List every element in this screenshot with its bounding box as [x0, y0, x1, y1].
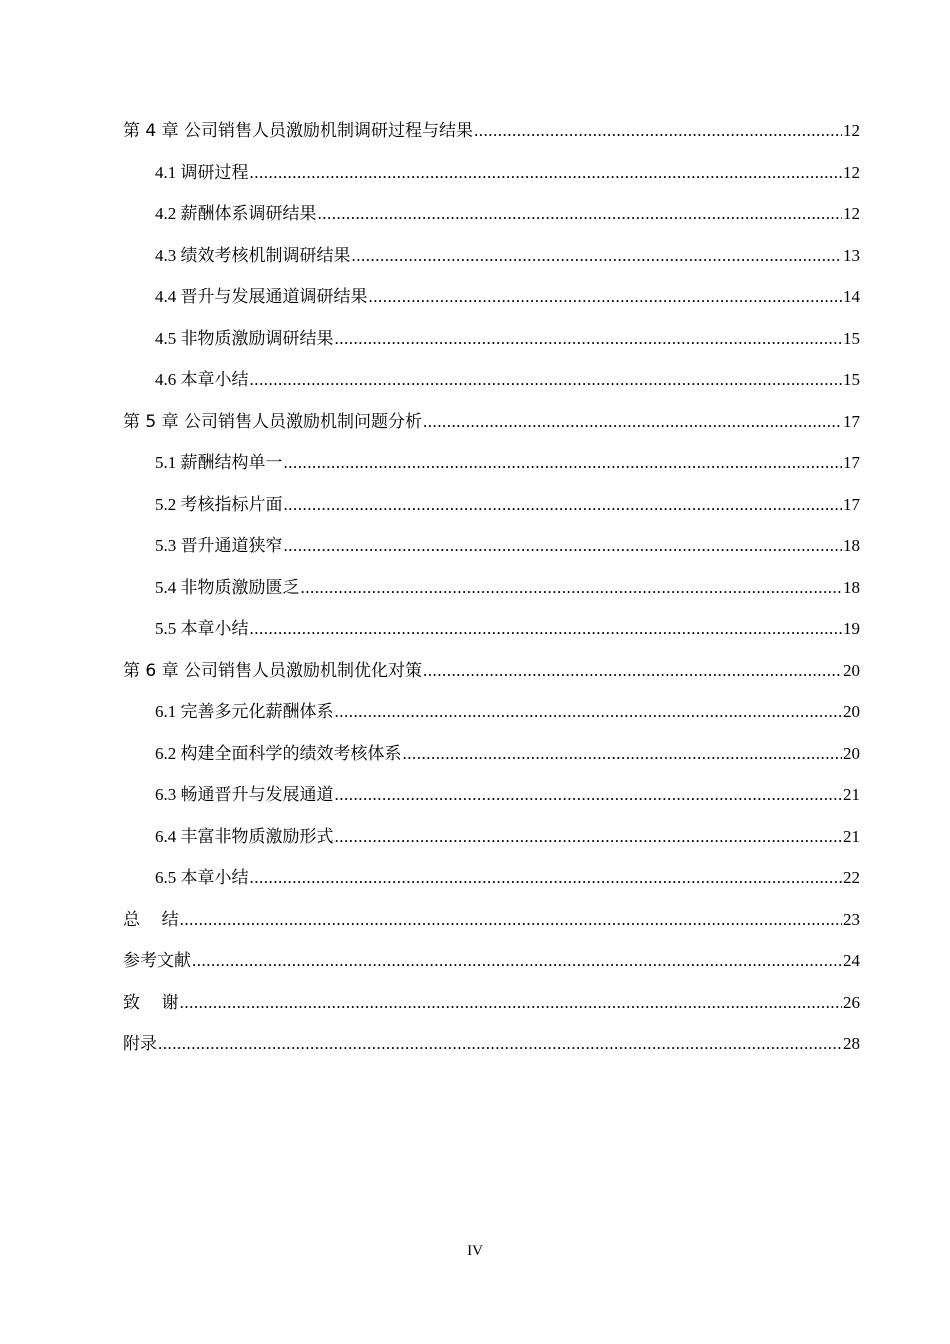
toc-dot-leader: [352, 235, 843, 277]
toc-dot-leader: [318, 193, 843, 235]
toc-entry-chapter-5[interactable]: [123, 401, 860, 443]
toc-entry-title: 5.2 考核指标片面: [155, 494, 283, 514]
toc-entry-section-4-4[interactable]: [123, 276, 860, 318]
toc-entry-section-5-5[interactable]: [123, 608, 860, 650]
toc-entry-page: 15: [843, 370, 860, 389]
toc-entry-section-6-4[interactable]: [123, 816, 860, 858]
page-number: IV: [467, 1243, 483, 1259]
toc-entry-references[interactable]: [123, 940, 860, 982]
toc-entry-title: 4.4 晋升与发展通道调研结果: [155, 287, 368, 306]
toc-entry-page: 21: [843, 785, 860, 804]
toc-entry-title: 5.4 非物质激励匮乏: [155, 577, 300, 597]
toc-entry-title: 5.3 晋升通道狭窄: [155, 536, 283, 555]
toc-entry-title: 致 谢: [123, 992, 179, 1013]
toc-entry-section-4-3[interactable]: [123, 235, 860, 277]
toc-entry-chapter-4[interactable]: [123, 110, 860, 152]
toc-entry-title: 4.1 调研过程: [155, 162, 249, 182]
toc-entry-title: 6.5 本章小结: [155, 868, 249, 887]
toc-entry-page: 14: [843, 287, 860, 306]
toc-dot-leader: [335, 816, 843, 858]
toc-entry-page: 24: [843, 951, 860, 970]
toc-entry-title: 4.3 绩效考核机制调研结果: [155, 245, 351, 265]
toc-dot-leader: [369, 276, 843, 318]
toc-entry-page: 21: [843, 826, 860, 846]
toc-entry-chapter-6[interactable]: [123, 650, 860, 692]
toc-entry-page: 26: [843, 992, 860, 1012]
toc-entry-title: 4.5 非物质激励调研结果: [155, 328, 334, 348]
toc-dot-leader: [284, 484, 843, 526]
toc-dot-leader: [335, 318, 843, 360]
toc-entry-page: 12: [843, 162, 860, 182]
toc-entry-page: 28: [843, 1034, 860, 1053]
toc-entry-title: 4.6 本章小结: [155, 370, 249, 389]
toc-entry-title: 总 结: [123, 909, 179, 930]
toc-entry-page: 22: [843, 868, 860, 887]
toc-entry-section-5-2[interactable]: [123, 484, 860, 526]
toc-entry-section-4-1[interactable]: [123, 152, 860, 194]
toc-entry-section-5-1[interactable]: [123, 442, 860, 484]
toc-entry-page: 20: [843, 660, 860, 680]
toc-dot-leader: [250, 359, 843, 401]
toc-dot-leader: [284, 525, 843, 567]
toc-entry-section-4-5[interactable]: [123, 318, 860, 360]
toc-entry-title: 5.1 薪酬结构单一: [155, 453, 283, 472]
toc-entry-section-6-1[interactable]: [123, 691, 860, 733]
toc-entry-title: 6.3 畅通晋升与发展通道: [155, 785, 334, 804]
toc-entry-section-6-3[interactable]: [123, 774, 860, 816]
toc-entry-page: 18: [843, 536, 860, 555]
toc-entry-title: 5.5 本章小结: [155, 619, 249, 638]
toc-entry-title: 第 6 章 公司销售人员激励机制优化对策: [123, 660, 423, 681]
toc-entry-page: 20: [843, 702, 860, 721]
toc-dot-leader: [250, 608, 843, 650]
toc-entry-section-6-2[interactable]: [123, 733, 860, 775]
toc-entry-page: 17: [843, 453, 860, 472]
toc-dot-leader: [474, 110, 842, 152]
toc-dot-leader: [192, 940, 842, 982]
toc-dot-leader: [423, 650, 842, 692]
toc-dot-leader: [301, 567, 843, 609]
toc-dot-leader: [403, 733, 843, 775]
toc-entry-appendix[interactable]: [123, 1023, 860, 1065]
toc-entry-title: 第 4 章 公司销售人员激励机制调研过程与结果: [123, 121, 474, 141]
toc-entry-acknowledgements[interactable]: [123, 982, 860, 1024]
toc-dot-leader: [250, 857, 843, 899]
toc-entry-section-6-5[interactable]: [123, 857, 860, 899]
toc-dot-leader: [180, 899, 842, 941]
toc-entry-page: 15: [843, 328, 860, 348]
table-of-contents: [123, 110, 860, 1065]
toc-dot-leader: [335, 691, 843, 733]
toc-entry-title: 参考文献: [123, 951, 191, 971]
toc-dot-leader: [180, 982, 842, 1024]
toc-dot-leader: [284, 442, 843, 484]
toc-entry-page: 23: [843, 909, 860, 929]
toc-entry-section-4-6[interactable]: [123, 359, 860, 401]
toc-dot-leader: [250, 152, 843, 194]
toc-entry-title: 6.1 完善多元化薪酬体系: [155, 702, 334, 721]
toc-entry-section-4-2[interactable]: [123, 193, 860, 235]
toc-entry-page: 12: [843, 121, 860, 140]
toc-entry-title: 附录: [123, 1034, 157, 1054]
toc-entry-title: 第 5 章 公司销售人员激励机制问题分析: [123, 411, 423, 432]
toc-entry-page: 17: [843, 411, 860, 431]
toc-entry-page: 20: [843, 743, 860, 763]
toc-entry-conclusion[interactable]: [123, 899, 860, 941]
toc-entry-page: 12: [843, 204, 860, 223]
toc-entry-section-5-3[interactable]: [123, 525, 860, 567]
toc-entry-title: 6.4 丰富非物质激励形式: [155, 826, 334, 846]
toc-dot-leader: [423, 401, 842, 443]
toc-dot-leader: [158, 1023, 842, 1065]
toc-entry-section-5-4[interactable]: [123, 567, 860, 609]
toc-entry-page: 19: [843, 619, 860, 638]
toc-entry-title: 6.2 构建全面科学的绩效考核体系: [155, 743, 402, 763]
toc-entry-page: 17: [843, 494, 860, 514]
toc-dot-leader: [335, 774, 843, 816]
toc-entry-page: 18: [843, 577, 860, 597]
toc-entry-page: 13: [843, 245, 860, 265]
toc-entry-title: 4.2 薪酬体系调研结果: [155, 204, 317, 223]
